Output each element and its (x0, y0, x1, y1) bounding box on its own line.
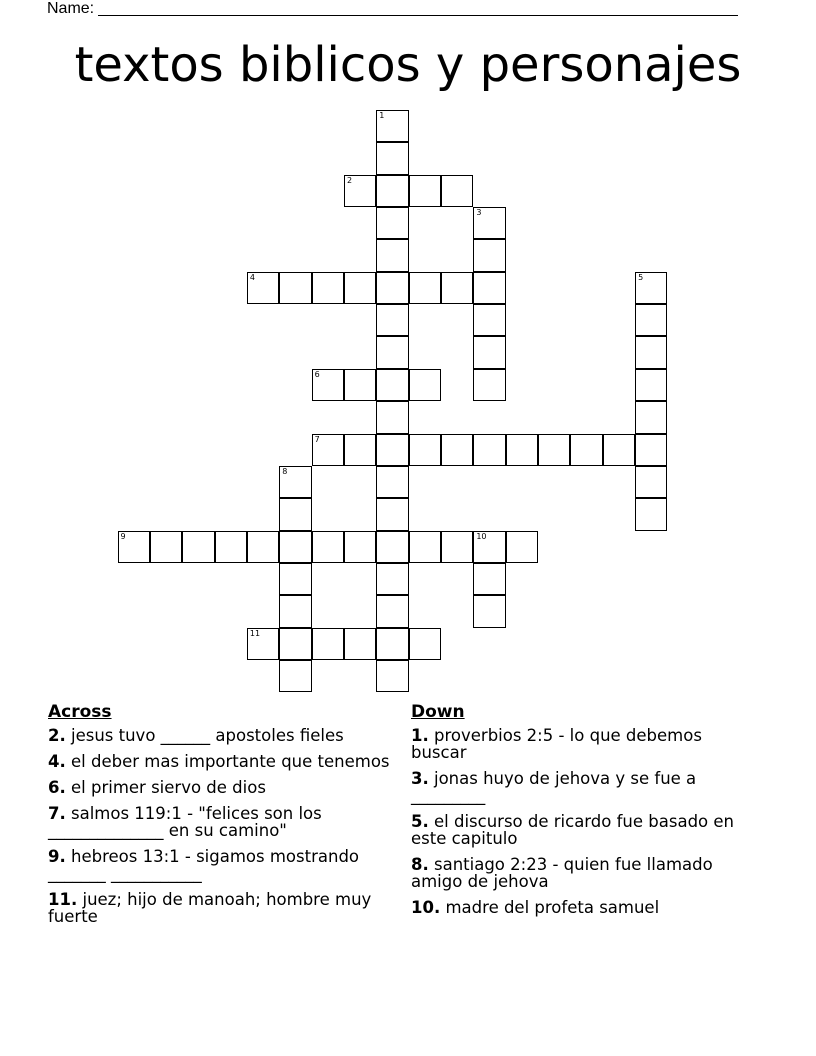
grid-cell[interactable] (247, 531, 279, 563)
grid-cell[interactable] (441, 531, 473, 563)
grid-cell[interactable] (215, 531, 247, 563)
clue-number: 5. (411, 812, 429, 831)
cell-number: 4 (249, 272, 255, 282)
grid-cell[interactable] (409, 628, 441, 660)
grid-cell[interactable] (247, 628, 279, 660)
grid-cell[interactable] (376, 628, 408, 660)
grid-cell[interactable] (409, 175, 441, 207)
clue-number: 10. (411, 898, 441, 917)
clue-number: 1. (411, 726, 429, 745)
grid-cell[interactable] (635, 401, 667, 433)
clue-number: 9. (48, 847, 66, 866)
cell-number: 6 (314, 369, 320, 379)
grid-cell[interactable] (409, 369, 441, 401)
grid-cell[interactable] (376, 272, 408, 304)
grid-cell[interactable] (118, 531, 150, 563)
grid-cell[interactable] (473, 531, 505, 563)
clue-text: el discurso de ricardo fue basado en este capitulo (411, 812, 734, 848)
grid-cell[interactable] (376, 336, 408, 368)
clue-number: 6. (48, 778, 66, 797)
grid-cell[interactable] (344, 434, 376, 466)
grid-cell[interactable] (635, 466, 667, 498)
clue-text: hebreos 13:1 - sigamos mostrando _______ ___________ (48, 847, 360, 883)
grid-cell[interactable] (635, 272, 667, 304)
grid-cell[interactable] (182, 531, 214, 563)
clue-text: jonas huyo de jehova y se fue a _________ (411, 769, 697, 805)
grid-cell[interactable] (376, 531, 408, 563)
clue-number: 2. (48, 726, 66, 745)
cell-number: 9 (120, 531, 126, 541)
grid-cell[interactable] (506, 531, 538, 563)
grid-cell[interactable] (473, 563, 505, 595)
clue-number: 3. (411, 769, 429, 788)
grid-cell[interactable] (247, 272, 279, 304)
clue-item (411, 813, 756, 847)
grid-cell[interactable] (441, 434, 473, 466)
grid-cell[interactable] (312, 434, 344, 466)
clue-text: jesus tuvo ______ apostoles fieles (71, 726, 344, 745)
grid-cell[interactable] (409, 434, 441, 466)
clue-text: el deber mas importante que tenemos (71, 752, 390, 771)
grid-cell[interactable] (441, 175, 473, 207)
across-clues (48, 701, 393, 934)
clue-item (411, 856, 756, 890)
grid-cell[interactable] (473, 239, 505, 271)
cell-number: 10 (476, 531, 487, 541)
grid-cell[interactable] (279, 563, 311, 595)
across-clue-list (48, 727, 393, 925)
grid-cell[interactable] (473, 272, 505, 304)
grid-cell[interactable] (635, 336, 667, 368)
grid-cell[interactable] (376, 595, 408, 627)
grid-cell[interactable] (344, 531, 376, 563)
grid-cell[interactable] (279, 660, 311, 692)
grid-cell[interactable] (441, 272, 473, 304)
cell-number: 11 (249, 628, 261, 638)
grid-cell[interactable] (312, 531, 344, 563)
clue-text: madre del profeta samuel (445, 898, 660, 917)
grid-cell[interactable] (376, 466, 408, 498)
grid-cell[interactable] (570, 434, 602, 466)
grid-cell[interactable] (344, 628, 376, 660)
grid-cell[interactable] (279, 272, 311, 304)
grid-cell[interactable] (376, 434, 408, 466)
grid-cell[interactable] (344, 175, 376, 207)
cell-number: 2 (346, 175, 353, 185)
grid-cell[interactable] (409, 531, 441, 563)
grid-cell[interactable] (376, 239, 408, 271)
grid-cell[interactable] (635, 304, 667, 336)
clue-item (411, 770, 756, 804)
clue-item (48, 805, 393, 839)
clue-number: 11. (48, 890, 78, 909)
down-heading: Down (411, 702, 465, 722)
grid-cell[interactable] (376, 563, 408, 595)
grid-cell[interactable] (473, 369, 505, 401)
cell-number: 1 (379, 111, 385, 120)
grid-cell[interactable] (376, 207, 408, 239)
clue-text: proverbios 2:5 - lo que debemos buscar (411, 726, 702, 762)
grid-cell[interactable] (603, 434, 635, 466)
grid-cell[interactable] (635, 434, 667, 466)
grid-cell[interactable] (473, 336, 505, 368)
clue-text: el primer siervo de dios (71, 778, 266, 797)
clue-item (48, 727, 393, 744)
clue-item (411, 727, 756, 761)
cell-number: 5 (638, 272, 644, 282)
grid-cell[interactable] (473, 434, 505, 466)
down-clues (411, 701, 756, 925)
clue-item (48, 753, 393, 770)
down-clue-list (411, 727, 756, 916)
grid-cell[interactable] (150, 531, 182, 563)
clue-item (48, 779, 393, 796)
grid-cell[interactable] (376, 369, 408, 401)
name-label: Name: (47, 0, 95, 17)
grid-cell[interactable] (376, 498, 408, 530)
cell-number: 7 (314, 434, 320, 444)
cell-number: 3 (476, 208, 482, 218)
grid-cell[interactable] (473, 207, 505, 239)
clue-item (411, 899, 756, 916)
grid-cell[interactable] (279, 466, 311, 498)
grid-cell[interactable] (312, 628, 344, 660)
grid-cell[interactable] (538, 434, 570, 466)
clue-item (48, 891, 393, 925)
clue-number: 4. (48, 752, 66, 771)
grid-cell[interactable] (409, 272, 441, 304)
grid-cell[interactable] (376, 110, 408, 142)
grid-cell[interactable] (376, 401, 408, 433)
clue-text: salmos 119:1 - "felices son los ______________ en su camino" (48, 804, 322, 840)
grid-cell[interactable] (473, 595, 505, 627)
grid-cell[interactable] (506, 434, 538, 466)
grid-cell[interactable] (473, 304, 505, 336)
grid-cell[interactable] (376, 304, 408, 336)
grid-cell[interactable] (344, 369, 376, 401)
grid-cell[interactable] (344, 272, 376, 304)
grid-cell[interactable] (279, 628, 311, 660)
grid-cell[interactable] (376, 175, 408, 207)
across-heading: Across (48, 702, 112, 722)
grid-cell[interactable] (635, 369, 667, 401)
grid-cell[interactable] (279, 498, 311, 530)
clue-number: 8. (411, 855, 429, 874)
grid-cell[interactable] (279, 531, 311, 563)
clue-item (48, 848, 393, 882)
page-title: textos biblicos y personajes (74, 37, 742, 93)
clue-text: juez; hijo de manoah; hombre muy fuerte (48, 890, 372, 926)
clue-number: 7. (48, 804, 66, 823)
grid-cell[interactable] (312, 369, 344, 401)
grid-cell[interactable] (312, 272, 344, 304)
grid-cell[interactable] (376, 142, 408, 174)
grid-cell[interactable] (376, 660, 408, 692)
cell-number: 8 (282, 466, 288, 476)
grid-cell[interactable] (635, 498, 667, 530)
grid-cell[interactable] (279, 595, 311, 627)
clue-text: santiago 2:23 - quien fue llamado amigo de jehova (411, 855, 713, 891)
